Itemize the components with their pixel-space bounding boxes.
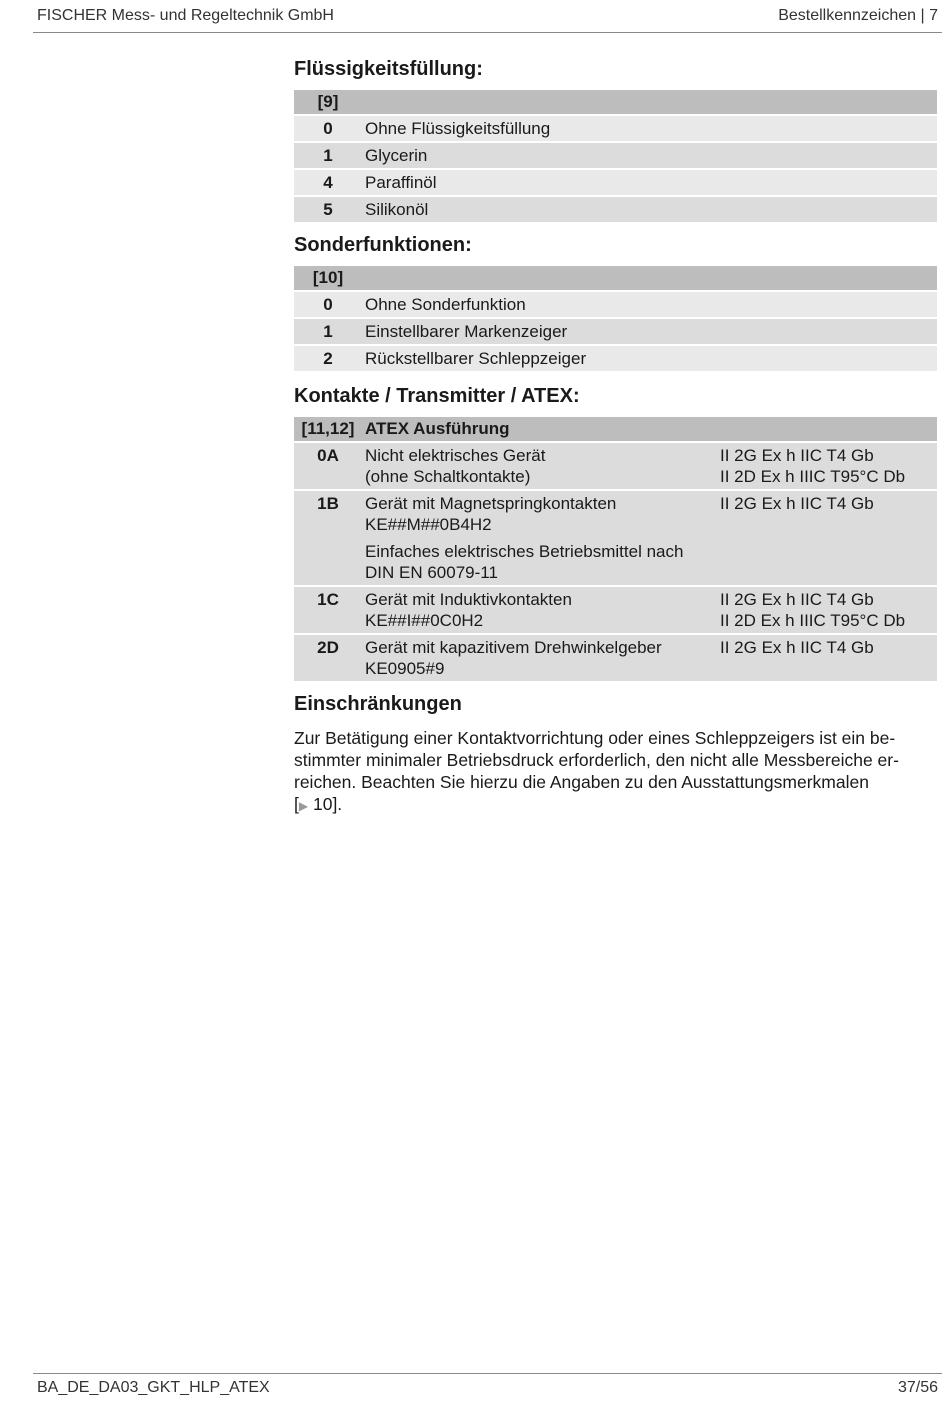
row-code: 2D	[294, 635, 362, 681]
triangle-right-icon: ▶	[298, 799, 309, 813]
row-code: 4	[294, 170, 362, 195]
restrictions-paragraph	[294, 727, 937, 817]
atex-table	[294, 415, 937, 683]
table-row	[294, 143, 937, 168]
row-code: 1C	[294, 587, 362, 633]
reference-bracket: ].	[332, 794, 343, 814]
row-description-line: Gerät mit kapazitivem Drehwinkelgeber	[365, 638, 662, 657]
page-reference[interactable]	[294, 794, 342, 814]
row-category-line: II 2G Ex h IIC T4 Gb	[720, 590, 874, 609]
row-description-line: KE##I##0C0H2	[365, 611, 484, 630]
row-category-line: II 2D Ex h IIIC T95°C Db	[720, 611, 906, 630]
paragraph-line: reichen. Beachten Sie hierzu die Angaben zu den Ausstattungsmerkmalen	[294, 772, 869, 792]
company-name: FISCHER Mess- und Regeltechnik GmbH	[37, 7, 334, 24]
table-row	[294, 587, 937, 633]
table-row	[294, 292, 937, 317]
row-category-line: II 2D Ex h IIIC T95°C Db	[720, 467, 906, 486]
row-description-line: Gerät mit Magnetspringkontakten	[365, 494, 617, 513]
row-label: Ohne Flüssigkeitsfüllung	[362, 116, 937, 141]
table-row	[294, 197, 937, 222]
paragraph-line: Zur Betätigung einer Kontaktvorrichtung oder eines Schleppzeigers ist ein be-	[294, 728, 896, 748]
main-content	[294, 52, 937, 817]
table-row	[294, 635, 937, 681]
row-code: 1	[294, 143, 362, 168]
row-description-line: KE0905#9	[365, 659, 445, 678]
row-category-line: II 2G Ex h IIC T4 Gb	[720, 494, 874, 513]
row-description	[362, 443, 720, 489]
row-label: Einstellbarer Markenzeiger	[362, 319, 937, 344]
row-label: Silikonöl	[362, 197, 937, 222]
row-code: 2	[294, 346, 362, 371]
section-title-special: Sonderfunktionen:	[294, 234, 472, 256]
page-number: 37/56	[897, 1379, 938, 1396]
atex-table-header-label: ATEX Ausführung	[362, 417, 937, 441]
row-code: 1B	[294, 491, 362, 585]
row-description-line: DIN EN 60079-11	[365, 563, 498, 582]
fill-table-header-code: [9]	[294, 90, 362, 114]
fill-table-header-empty	[362, 90, 937, 114]
row-code: 0	[294, 116, 362, 141]
atex-table-header-code: [11,12]	[294, 417, 362, 441]
row-code: 0A	[294, 443, 362, 489]
table-row	[294, 319, 937, 344]
row-label: Ohne Sonderfunktion	[362, 292, 937, 317]
row-category-line: II 2G Ex h IIC T4 Gb	[720, 446, 874, 465]
row-label: Paraffinöl	[362, 170, 937, 195]
row-category-line: II 2G Ex h IIC T4 Gb	[720, 638, 874, 657]
section-title-restrictions: Einschränkungen	[294, 693, 462, 715]
section-title-fill: Flüssigkeitsfüllung:	[294, 58, 483, 80]
row-description-line: Einfaches elektrisches Betriebsmittel nach	[365, 542, 684, 561]
row-description-line: (ohne Schaltkontakte)	[365, 467, 531, 486]
table-row	[294, 346, 937, 371]
row-code: 1	[294, 319, 362, 344]
reference-bracket: [	[294, 794, 299, 814]
table-row	[294, 116, 937, 141]
table-row	[294, 443, 937, 489]
row-description-line: Gerät mit Induktivkontakten	[365, 590, 572, 609]
row-description-line: KE##M##0B4H2	[365, 515, 492, 534]
table-row	[294, 170, 937, 195]
row-description	[362, 587, 720, 633]
row-description-line: Nicht elektrisches Gerät	[365, 446, 546, 465]
page-header	[33, 0, 942, 33]
paragraph-line: stimmter minimaler Betriebsdruck erforderlich, den nicht alle Messbereiche er-	[294, 750, 899, 770]
reference-page-number: 10	[308, 794, 333, 814]
special-table-header-code: [10]	[294, 266, 362, 290]
row-category	[720, 587, 937, 633]
row-description	[362, 491, 720, 585]
row-label: Glycerin	[362, 143, 937, 168]
row-description	[362, 635, 720, 681]
section-title-atex: Kontakte / Transmitter / ATEX:	[294, 385, 580, 407]
row-category	[720, 491, 937, 585]
row-category	[720, 635, 937, 681]
row-category	[720, 443, 937, 489]
special-table	[294, 264, 937, 373]
row-label: Rückstellbarer Schleppzeiger	[362, 346, 937, 371]
row-code: 5	[294, 197, 362, 222]
chapter-title: Bestellkennzeichen | 7	[778, 7, 938, 24]
special-table-header-empty	[362, 266, 937, 290]
fill-table	[294, 88, 937, 224]
page-footer	[33, 1373, 942, 1402]
row-code: 0	[294, 292, 362, 317]
table-row	[294, 491, 937, 585]
document-id: BA_DE_DA03_GKT_HLP_ATEX	[37, 1379, 270, 1396]
